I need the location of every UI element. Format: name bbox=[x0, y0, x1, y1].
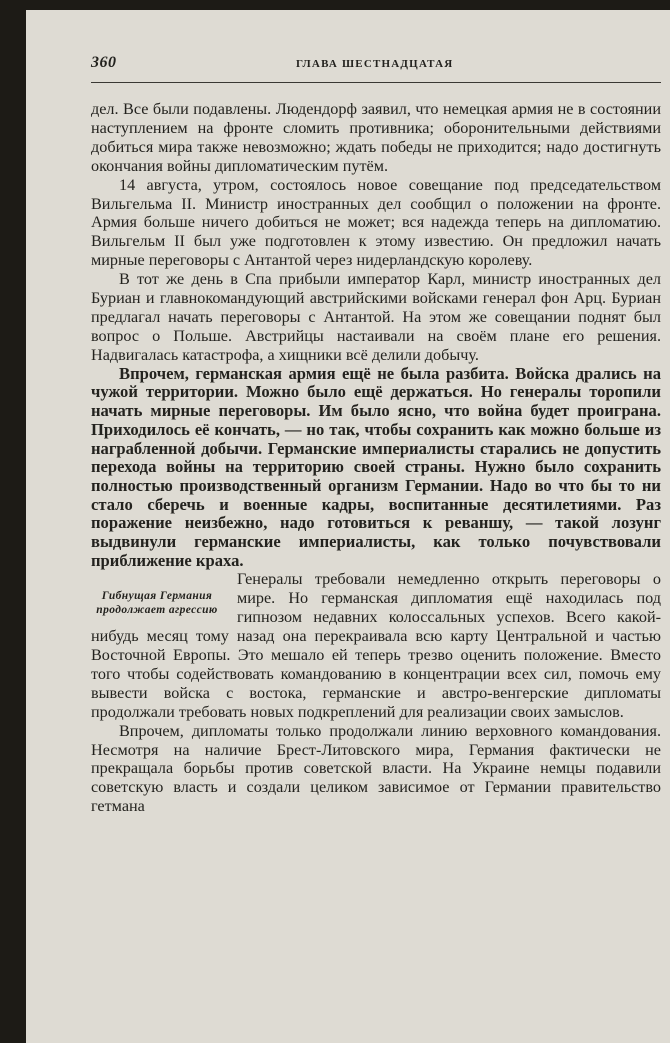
paragraph-4: Впрочем, германская армия ещё не была разбита. Войска дрались на чужой территории. Можно было ещё держаться. Но генералы торопили начать мирные переговоры. Им было ясно, что война будет проиграна. Приходилось её кончать, — но так, чтобы сохранить как можно больше из награбленной добычи. Германские империалисты старались не допустить перехода войны на территорию своей страны. Нужно было сохранить полностью производственный организм Германии. Надо во что бы то ни стало сберечь и военные кадры, воспитанные десятилетиями. Раз поражение неизбежно, надо готовиться к реваншу, — такой лозунг выдвинули германские империалисты, как только почувствовали приближение краха. bbox=[91, 363, 661, 570]
page-number: 360 bbox=[91, 54, 117, 71]
sidenote-block bbox=[91, 570, 661, 721]
margin-note: Гибнущая Германия продолжает агрессию bbox=[96, 590, 218, 616]
book-page bbox=[26, 10, 670, 1043]
paragraph-6: Впрочем, дипломаты только продолжали линию верховного командования. Несмотря на наличие Брест-Литовского мира, Германия фактически не прекращала борьбы против советской власти. На Украине немцы подавили советскую власть и создали целиком зависимое от Германии правительство гетмана bbox=[91, 721, 661, 816]
paragraph-5: Генералы требовали немедленно открыть переговоры о мире. Но германская дипломатия ещё находилась под гипнозом недавних колоссальных успехов. Всего какой-нибудь месяц тому назад она перекраивала всю карту Центральной и частью Восточной Европы. Это мешало ей теперь трезво оценить положение. Вместо того чтобы содействовать командованию в концентрации всех сил, помочь ему вывести войска с востока, германские и австро-венгерские дипломаты продолжали требовать новых подкреплений для реализации своих замыслов. bbox=[91, 570, 661, 721]
body-text bbox=[91, 100, 661, 816]
paragraph-3: В тот же день в Спа прибыли император Карл, министр иностранных дел Буриан и главнокомандующий австрийскими войсками генерал фон Арц. Буриан предлагал начать переговоры с Антантой. На этом же совещании поднят был вопрос о Польше. Австрийцы настаивали на своём плане его решения. Надвигалась катастрофа, а хищники всё делили добычу. bbox=[91, 270, 661, 364]
page-header bbox=[91, 54, 661, 76]
paragraph-1: дел. Все были подавлены. Людендорф заявил, что немецкая армия не в состоянии наступлением на фронте сломить противника; оборонительными действиями добиться мира также невозможно; ждать победы не приходится; надо достигнуть окончания войны дипломатическим путём. bbox=[91, 100, 661, 175]
header-rule bbox=[91, 82, 661, 83]
paragraph-2: 14 августа, утром, состоялось новое совещание под председательством Вильгельма II. Министр иностранных дел сообщил о положении на фронте. Армия больше ничего добиться не может; вся надежда теперь на дипломатию. Вильгельм II был уже подготовлен к этому известию. Он предложил начать мирные переговоры с Антантой через нидерландскую королеву. bbox=[91, 175, 661, 270]
running-head: ГЛАВА ШЕСТНАДЦАТАЯ bbox=[296, 58, 454, 70]
